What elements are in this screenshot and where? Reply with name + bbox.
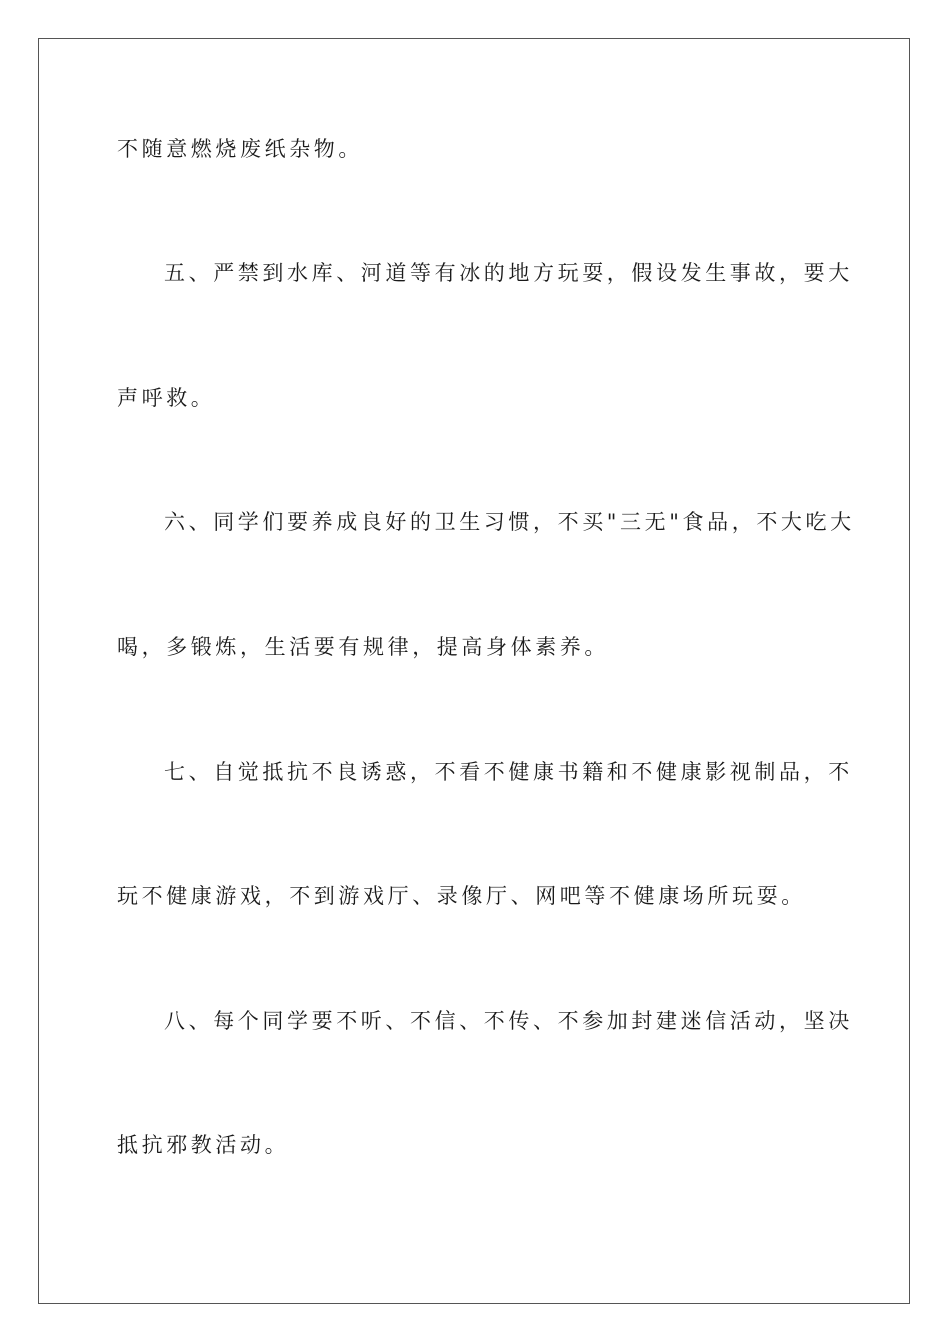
paragraph-7-line-2: 玩不健康游戏，不到游戏厅、录像厅、网吧等不健康场所玩耍。 — [117, 884, 806, 908]
paragraph-4-line-end: 不随意燃烧废纸杂物。 — [117, 137, 363, 161]
paragraph-7-line-1: 七、自觉抵抗不良诱惑，不看不健康书籍和不健康影视制品，不 — [164, 760, 853, 784]
paragraph-8-line-1: 八、每个同学要不听、不信、不传、不参加封建迷信活动，坚决 — [164, 1009, 853, 1033]
paragraph-6-line-1: 六、同学们要养成良好的卫生习惯，不买"三无"食品，不大吃大 — [164, 510, 855, 534]
paragraph-8-line-2: 抵抗邪教活动。 — [117, 1133, 290, 1157]
paragraph-5-line-2: 声呼救。 — [117, 386, 216, 410]
paragraph-5-line-1: 五、严禁到水库、河道等有冰的地方玩耍，假设发生事故，要大 — [164, 261, 853, 285]
paragraph-6-line-2: 喝，多锻炼，生活要有规律，提高身体素养。 — [117, 635, 609, 659]
page-frame — [38, 38, 910, 1304]
